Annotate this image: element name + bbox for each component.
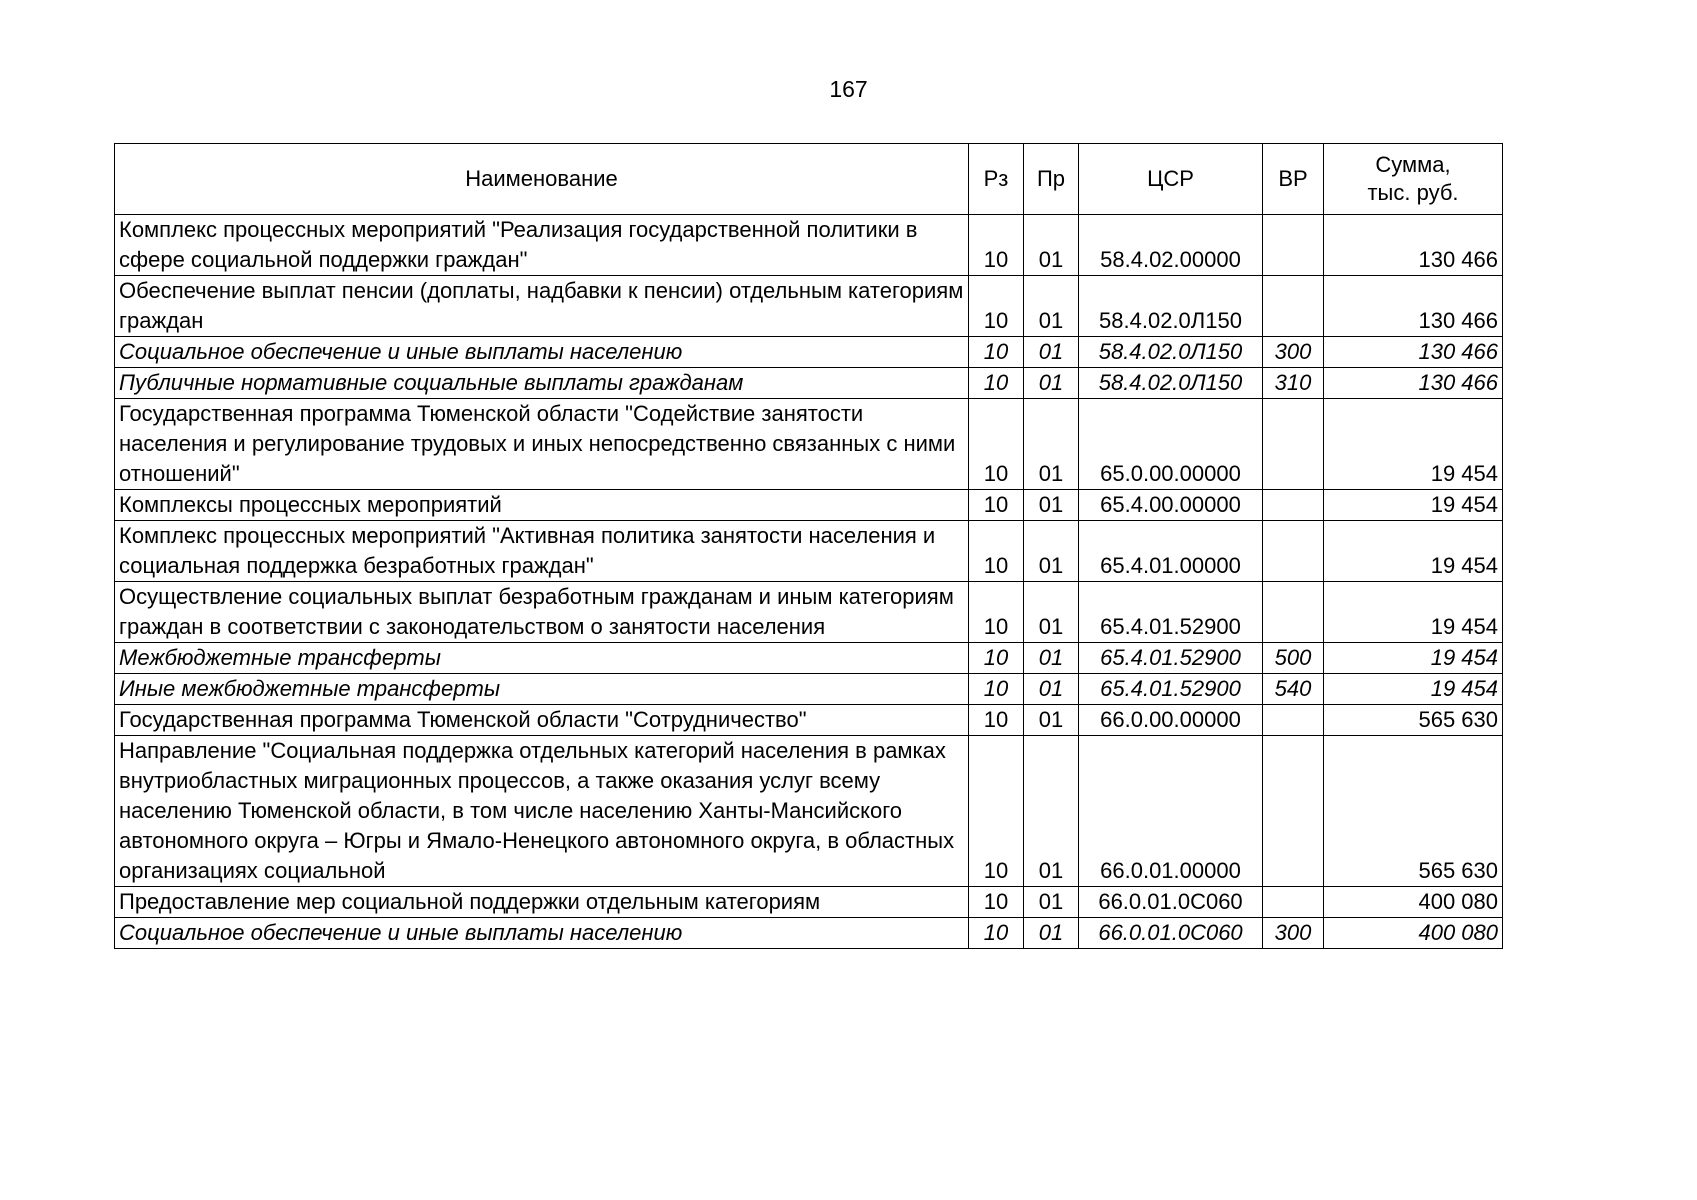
cell-csr: 66.0.01.00000 (1079, 736, 1263, 887)
table-row (115, 399, 1503, 490)
header-name: Наименование (115, 144, 969, 215)
cell-rz: 10 (969, 643, 1024, 674)
cell-sum: 400 080 (1324, 887, 1503, 918)
table-row (115, 705, 1503, 736)
cell-sum: 130 466 (1324, 215, 1503, 276)
cell-sum: 565 630 (1324, 705, 1503, 736)
table-body (115, 215, 1503, 949)
cell-csr: 58.4.02.0Л150 (1079, 276, 1263, 337)
cell-sum: 19 454 (1324, 582, 1503, 643)
cell-csr: 65.4.01.52900 (1079, 582, 1263, 643)
cell-rz: 10 (969, 399, 1024, 490)
header-vr: ВР (1263, 144, 1324, 215)
cell-sum: 19 454 (1324, 490, 1503, 521)
cell-name: Комплекс процессных мероприятий "Активная политика занятости населения и социальная поддержка безработных граждан" (115, 521, 969, 582)
cell-csr: 66.0.01.0С060 (1079, 918, 1263, 949)
cell-csr: 58.4.02.0Л150 (1079, 368, 1263, 399)
table-row (115, 276, 1503, 337)
cell-vr: 300 (1263, 337, 1324, 368)
cell-rz: 10 (969, 582, 1024, 643)
cell-vr (1263, 215, 1324, 276)
header-csr: ЦСР (1079, 144, 1263, 215)
cell-rz: 10 (969, 368, 1024, 399)
cell-name: Социальное обеспечение и иные выплаты населению (115, 918, 969, 949)
cell-sum: 130 466 (1324, 337, 1503, 368)
header-sum-line2: тыс. руб. (1367, 180, 1459, 205)
cell-name: Государственная программа Тюменской области "Содействие занятости населения и регулирование трудовых и иных непосредственно связанных с ними отношений" (115, 399, 969, 490)
budget-table (114, 143, 1503, 949)
cell-pr: 01 (1024, 582, 1079, 643)
cell-name: Социальное обеспечение и иные выплаты населению (115, 337, 969, 368)
cell-name: Направление "Социальная поддержка отдельных категорий населения в рамках внутриобластных миграционных процессов, а также оказания услуг всему населению Тюменской области, в том числе населению Ханты-Мансийского автономного округа – Югры и Ямало-Ненецкого автономного округа, в областных организациях социальной (115, 736, 969, 887)
cell-name: Обеспечение выплат пенсии (доплаты, надбавки к пенсии) отдельным категориям граждан (115, 276, 969, 337)
cell-sum: 19 454 (1324, 674, 1503, 705)
cell-name: Межбюджетные трансферты (115, 643, 969, 674)
cell-csr: 66.0.01.0С060 (1079, 887, 1263, 918)
cell-name: Публичные нормативные социальные выплаты гражданам (115, 368, 969, 399)
cell-sum: 565 630 (1324, 736, 1503, 887)
cell-rz: 10 (969, 490, 1024, 521)
table-row (115, 918, 1503, 949)
table-row (115, 215, 1503, 276)
cell-csr: 65.4.01.00000 (1079, 521, 1263, 582)
header-pr: Пр (1024, 144, 1079, 215)
cell-pr: 01 (1024, 399, 1079, 490)
cell-rz: 10 (969, 276, 1024, 337)
cell-pr: 01 (1024, 490, 1079, 521)
cell-pr: 01 (1024, 736, 1079, 887)
cell-rz: 10 (969, 887, 1024, 918)
table-row (115, 337, 1503, 368)
header-rz: Рз (969, 144, 1024, 215)
cell-rz: 10 (969, 674, 1024, 705)
cell-sum: 130 466 (1324, 276, 1503, 337)
cell-vr (1263, 399, 1324, 490)
cell-vr (1263, 887, 1324, 918)
cell-sum: 19 454 (1324, 399, 1503, 490)
cell-name: Комплекс процессных мероприятий "Реализация государственной политики в сфере социальной поддержки граждан" (115, 215, 969, 276)
table-row (115, 368, 1503, 399)
cell-rz: 10 (969, 337, 1024, 368)
cell-vr (1263, 276, 1324, 337)
cell-name: Осуществление социальных выплат безработным гражданам и иным категориям граждан в соответствии с законодательством о занятости населения (115, 582, 969, 643)
cell-pr: 01 (1024, 674, 1079, 705)
cell-csr: 58.4.02.0Л150 (1079, 337, 1263, 368)
cell-name: Государственная программа Тюменской области "Сотрудничество" (115, 705, 969, 736)
header-sum-line1: Сумма, (1375, 152, 1451, 177)
cell-vr (1263, 736, 1324, 887)
cell-vr (1263, 490, 1324, 521)
cell-vr: 500 (1263, 643, 1324, 674)
cell-name: Иные межбюджетные трансферты (115, 674, 969, 705)
table-row (115, 736, 1503, 887)
cell-sum: 19 454 (1324, 521, 1503, 582)
header-sum (1324, 144, 1503, 215)
cell-name: Предоставление мер социальной поддержки отдельным категориям (115, 887, 969, 918)
cell-sum: 400 080 (1324, 918, 1503, 949)
cell-vr (1263, 582, 1324, 643)
cell-csr: 65.4.00.00000 (1079, 490, 1263, 521)
cell-vr: 540 (1263, 674, 1324, 705)
table-row (115, 490, 1503, 521)
cell-name: Комплексы процессных мероприятий (115, 490, 969, 521)
cell-rz: 10 (969, 215, 1024, 276)
cell-pr: 01 (1024, 918, 1079, 949)
cell-csr: 66.0.00.00000 (1079, 705, 1263, 736)
table-row (115, 643, 1503, 674)
cell-rz: 10 (969, 736, 1024, 887)
cell-vr (1263, 705, 1324, 736)
cell-rz: 10 (969, 918, 1024, 949)
cell-rz: 10 (969, 705, 1024, 736)
cell-pr: 01 (1024, 521, 1079, 582)
table-row (115, 521, 1503, 582)
cell-pr: 01 (1024, 215, 1079, 276)
cell-pr: 01 (1024, 337, 1079, 368)
cell-vr (1263, 521, 1324, 582)
table-header-row (115, 144, 1503, 215)
cell-pr: 01 (1024, 368, 1079, 399)
cell-sum: 130 466 (1324, 368, 1503, 399)
cell-rz: 10 (969, 521, 1024, 582)
table-row (115, 582, 1503, 643)
cell-pr: 01 (1024, 705, 1079, 736)
cell-pr: 01 (1024, 643, 1079, 674)
cell-pr: 01 (1024, 887, 1079, 918)
cell-vr: 310 (1263, 368, 1324, 399)
cell-csr: 65.4.01.52900 (1079, 643, 1263, 674)
cell-sum: 19 454 (1324, 643, 1503, 674)
table-row (115, 887, 1503, 918)
cell-csr: 65.0.00.00000 (1079, 399, 1263, 490)
page-number: 167 (829, 76, 868, 102)
cell-pr: 01 (1024, 276, 1079, 337)
cell-vr: 300 (1263, 918, 1324, 949)
cell-csr: 58.4.02.00000 (1079, 215, 1263, 276)
table-row (115, 674, 1503, 705)
cell-csr: 65.4.01.52900 (1079, 674, 1263, 705)
